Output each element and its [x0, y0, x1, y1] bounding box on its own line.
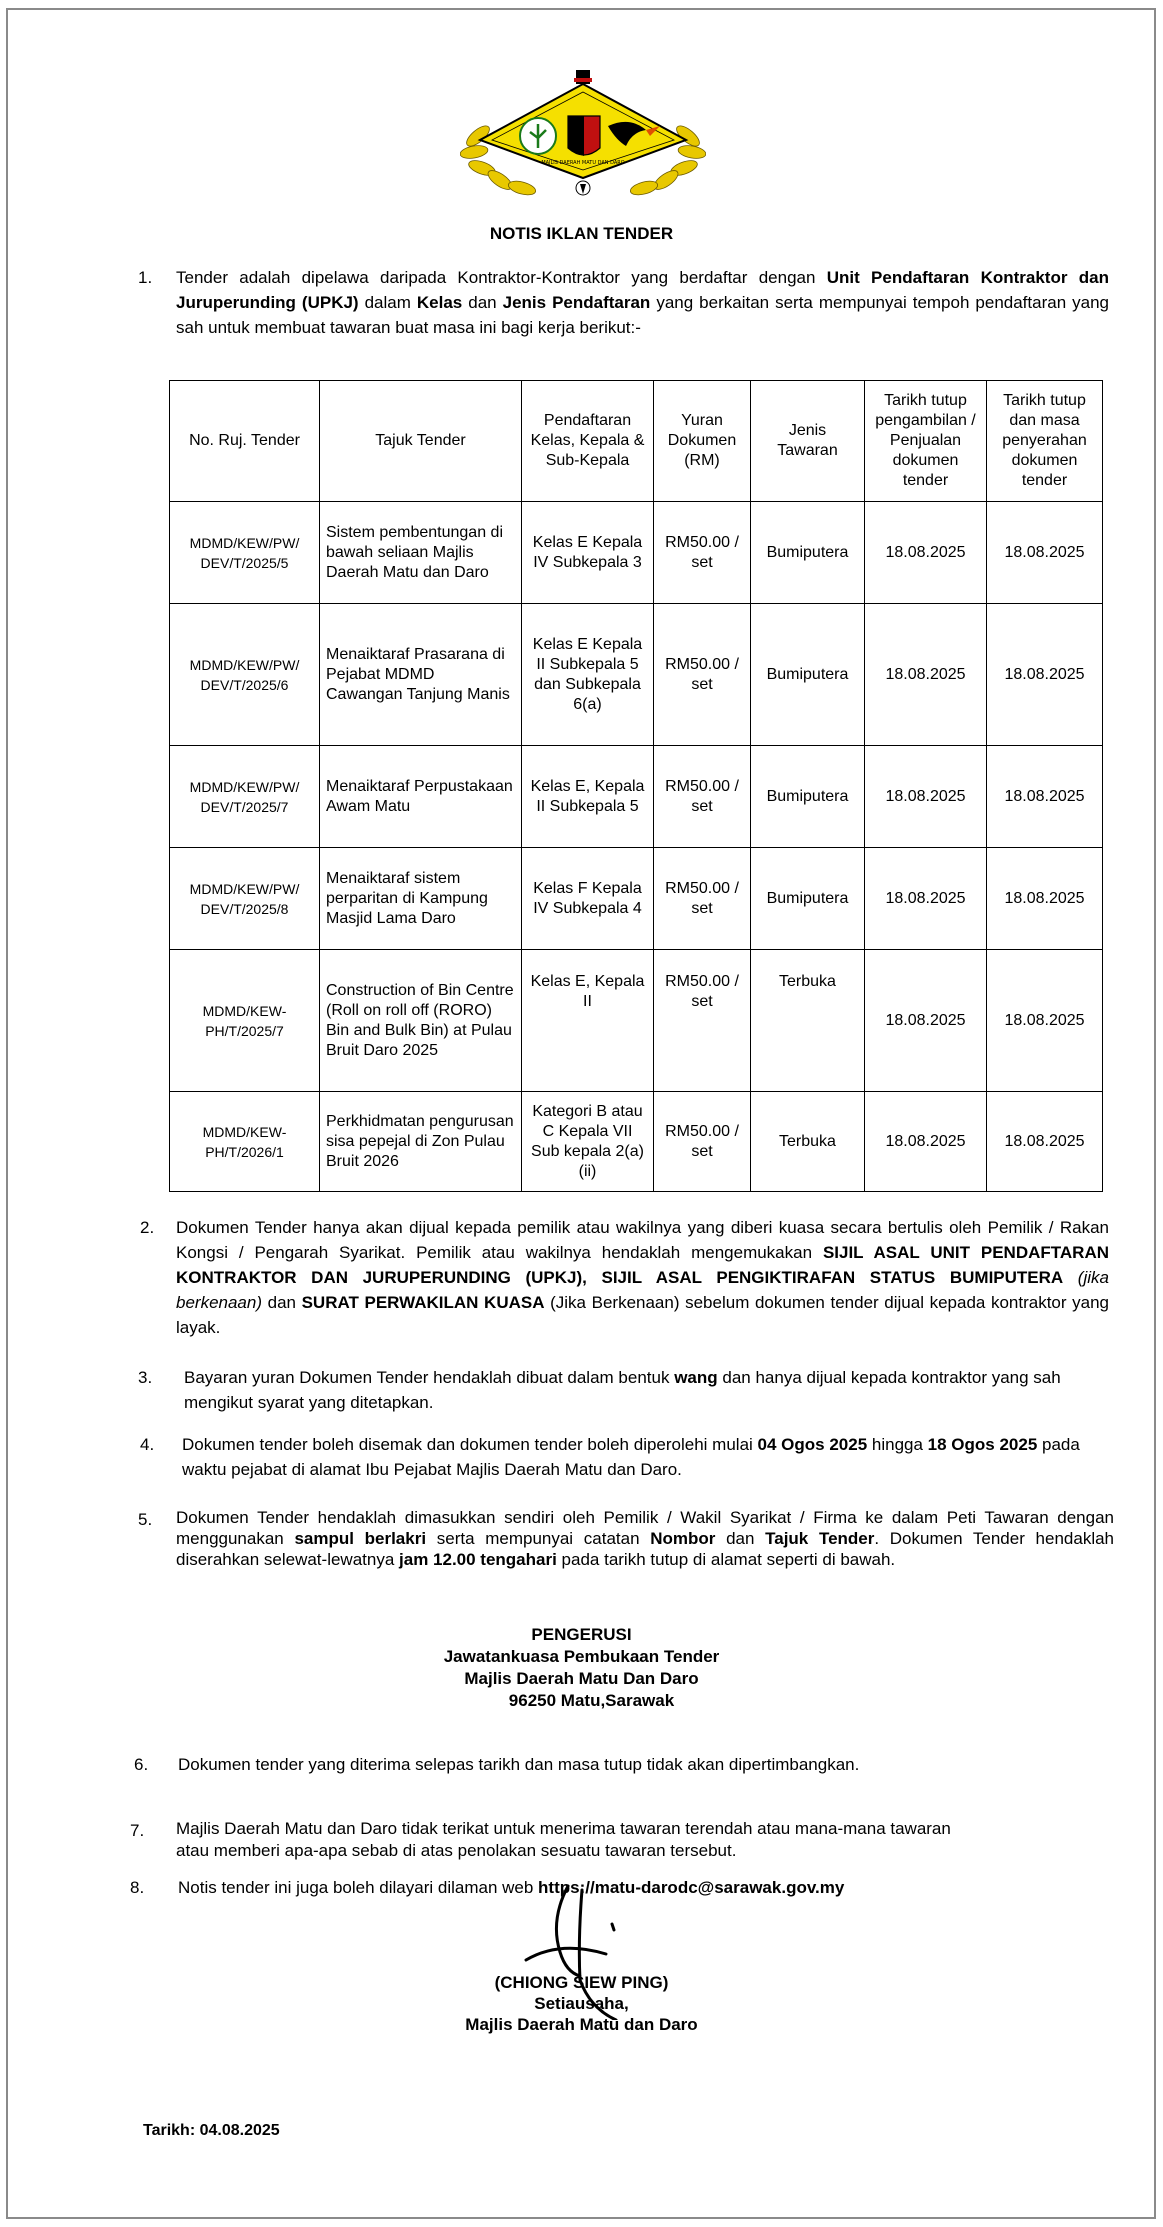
cell-class: Kelas E, Kepala II Subkepala 5: [522, 746, 654, 848]
cell-type: Bumiputera: [751, 502, 865, 604]
paragraph-7: [176, 1818, 1106, 1862]
p1-number: 1.: [138, 268, 153, 287]
table-row: [170, 502, 1103, 604]
cell-class: Kelas F Kepala IV Subkepala 4: [522, 848, 654, 950]
cell-title: Sistem pembentungan di bawah seliaan Majlis Daerah Matu dan Daro: [320, 502, 522, 604]
cell-fee: RM50.00 / set: [654, 502, 751, 604]
cell-close-purchase: 18.08.2025: [865, 502, 987, 604]
cell-close-submit: 18.08.2025: [987, 604, 1103, 746]
cell-fee: RM50.00 / set: [654, 950, 751, 1092]
chair-block: [0, 1624, 1163, 1712]
p4-number: 4.: [140, 1435, 155, 1454]
logo-motto: MAJLIS DAERAH MATU DAN DARO: [541, 160, 625, 166]
cell-ref: MDMD/KEW/PW/ DEV/T/2025/5: [170, 502, 320, 604]
cell-type: Terbuka: [751, 1092, 865, 1192]
p2-number: 2.: [140, 1218, 155, 1237]
cell-ref: MDMD/KEW- PH/T/2026/1: [170, 1092, 320, 1192]
cell-fee: RM50.00 / set: [654, 746, 751, 848]
cell-fee: RM50.00 / set: [654, 604, 751, 746]
chair-committee: Jawatankuasa Pembukaan Tender: [443, 1647, 720, 1666]
cell-title: Menaiktaraf Prasarana di Pejabat MDMD Cawangan Tanjung Manis: [320, 604, 522, 746]
cell-close-purchase: 18.08.2025: [865, 848, 987, 950]
paragraph-8: Notis tender ini juga boleh dilayari dilaman web https://matu-darodc@sarawak.gov.my: [178, 1878, 845, 1897]
cell-title: Construction of Bin Centre (Roll on roll off (RORO) Bin and Bulk Bin) at Pulau Bruit Daro 2025: [320, 950, 522, 1092]
cell-ref: MDMD/KEW- PH/T/2025/7: [170, 950, 320, 1092]
header-class: Pendaftaran Kelas, Kepala & Sub-Kepala: [522, 381, 654, 502]
table-row: [170, 950, 1103, 1092]
cell-ref: MDMD/KEW/PW/ DEV/T/2025/7: [170, 746, 320, 848]
signatory-org: Majlis Daerah Matu dan Daro: [465, 2015, 698, 2034]
cell-ref: MDMD/KEW/PW/ DEV/T/2025/8: [170, 848, 320, 950]
cell-class: Kelas E Kepala IV Subkepala 3: [522, 502, 654, 604]
chair-org: Majlis Daerah Matu Dan Daro: [464, 1669, 699, 1688]
cell-ref: MDMD/KEW/PW/ DEV/T/2025/6: [170, 604, 320, 746]
cell-class: Kategori B atau C Kepala VII Sub kepala 2(a) (ii): [522, 1092, 654, 1192]
p7-number: 7.: [130, 1821, 145, 1840]
cell-type: Bumiputera: [751, 604, 865, 746]
header-close-submit: Tarikh tutup dan masa penyerahan dokumen tender: [987, 381, 1103, 502]
cell-fee: RM50.00 / set: [654, 848, 751, 950]
table-row: [170, 848, 1103, 950]
table-row: [170, 746, 1103, 848]
website-link[interactable]: https://matu-darodc@sarawak.gov.my: [538, 1878, 845, 1897]
table-header-row: [170, 381, 1103, 502]
paragraph-2: Dokumen Tender hanya akan dijual kepada pemilik atau wakilnya yang diberi kuasa secara bertulis oleh Pemilik / Rakan Kongsi / Pengarah Syarikat. Pemilik atau wakilnya hendaklah mengemukakan SIJIL ASAL UNIT PENDAFTARAN KONTRAKTOR DAN JURUPERUNDING (UPKJ), SIJIL ASAL PENGIKTIRAFAN STATUS BUMIPUTERA (jika berkenaan) dan SURAT PERWAKILAN KUASA (Jika Berkenaan) sebelum dokumen tender dijual kepada kontraktor yang layak.: [176, 1218, 1110, 1337]
header-type: Jenis Tawaran: [751, 381, 865, 502]
table-row: [170, 1092, 1103, 1192]
paragraph-6: Dokumen tender yang diterima selepas tarikh dan masa tutup tidak akan dipertimbangkan.: [178, 1755, 860, 1774]
paragraph-4: Dokumen tender boleh disemak dan dokumen tender boleh diperolehi mulai 04 Ogos 2025 hingga 18 Ogos 2025 pada waktu pejabat di alamat Ibu Pejabat Majlis Daerah Matu dan Daro.: [182, 1435, 1080, 1479]
paragraph-5: Dokumen Tender hendaklah dimasukkan sendiri oleh Pemilik / Wakil Syarikat / Firma ke dalam Peti Tawaran dengan menggunakan sampul berlakri serta mempunyai catatan Nombor dan Tajuk Tender. Dokumen Tender hendaklah diserahkan selewat-lewatnya jam 12.00 tengahari pada tarikh tutup di alamat seperti di bawah.: [176, 1508, 1115, 1569]
cell-close-purchase: 18.08.2025: [865, 1092, 987, 1192]
cell-class: Kelas E, Kepala II: [522, 950, 654, 1092]
cell-title: Menaiktaraf Perpustakaan Awam Matu: [320, 746, 522, 848]
p8-number: 8.: [130, 1878, 145, 1897]
cell-close-purchase: 18.08.2025: [865, 950, 987, 1092]
cell-fee: RM50.00 / set: [654, 1092, 751, 1192]
signatory-block: [0, 1972, 1163, 2035]
cell-type: Bumiputera: [751, 746, 865, 848]
header-close-purchase: Tarikh tutup pengambilan / Penjualan dokumen tender: [865, 381, 987, 502]
cell-type: Terbuka: [751, 950, 865, 1092]
p6-number: 6.: [134, 1755, 149, 1774]
notice-date: Tarikh: 04.08.2025: [143, 2122, 280, 2139]
cell-close-submit: 18.08.2025: [987, 848, 1103, 950]
notice-title: NOTIS IKLAN TENDER: [489, 224, 674, 243]
p5-number: 5.: [138, 1510, 153, 1529]
paragraph-1: Tender adalah dipelawa daripada Kontraktor-Kontraktor yang berdaftar dengan Unit Pendaftaran Kontraktor dan Juruperunding (UPKJ) dalam Kelas dan Jenis Pendaftaran yang berkaitan serta mempunyai tempoh pendaftaran yang sah untuk membuat tawaran buat masa ini bagi kerja berikut:-: [176, 268, 1110, 337]
chair-address: 96250 Matu,Sarawak: [508, 1691, 675, 1710]
cell-close-submit: 18.08.2025: [987, 1092, 1103, 1192]
signatory-position: Setiausaha,: [534, 1994, 629, 2013]
signatory-name: (CHIONG SIEW PING): [494, 1973, 669, 1992]
paragraph-3: Bayaran yuran Dokumen Tender hendaklah dibuat dalam bentuk wang dan hanya dijual kepada kontraktor yang sah mengikut syarat yang ditetapkan.: [184, 1368, 1061, 1412]
tender-table: [169, 380, 1103, 1192]
council-crest-logo: [460, 66, 706, 202]
cell-title: Menaiktaraf sistem perparitan di Kampung Masjid Lama Daro: [320, 848, 522, 950]
p7-line-1: Majlis Daerah Matu dan Daro tidak terikat untuk menerima tawaran terendah atau mana-mana tawaran: [176, 1819, 951, 1838]
cell-close-submit: 18.08.2025: [987, 502, 1103, 604]
cell-title: Perkhidmatan pengurusan sisa pepejal di Zon Pulau Bruit 2026: [320, 1092, 522, 1192]
p7-line-2: atau memberi apa-apa sebab di atas penolakan sesuatu tawaran tersebut.: [176, 1841, 737, 1860]
header-title: Tajuk Tender: [320, 381, 522, 502]
cell-close-submit: 18.08.2025: [987, 950, 1103, 1092]
header-ref: No. Ruj. Tender: [170, 381, 320, 502]
header-fee: Yuran Dokumen (RM): [654, 381, 751, 502]
cell-type: Bumiputera: [751, 848, 865, 950]
cell-class: Kelas E Kepala II Subkepala 5 dan Subkepala 6(a): [522, 604, 654, 746]
chair-title: PENGERUSI: [531, 1625, 632, 1644]
cell-close-submit: 18.08.2025: [987, 746, 1103, 848]
cell-close-purchase: 18.08.2025: [865, 604, 987, 746]
p3-number: 3.: [138, 1368, 153, 1387]
cell-close-purchase: 18.08.2025: [865, 746, 987, 848]
table-row: [170, 604, 1103, 746]
